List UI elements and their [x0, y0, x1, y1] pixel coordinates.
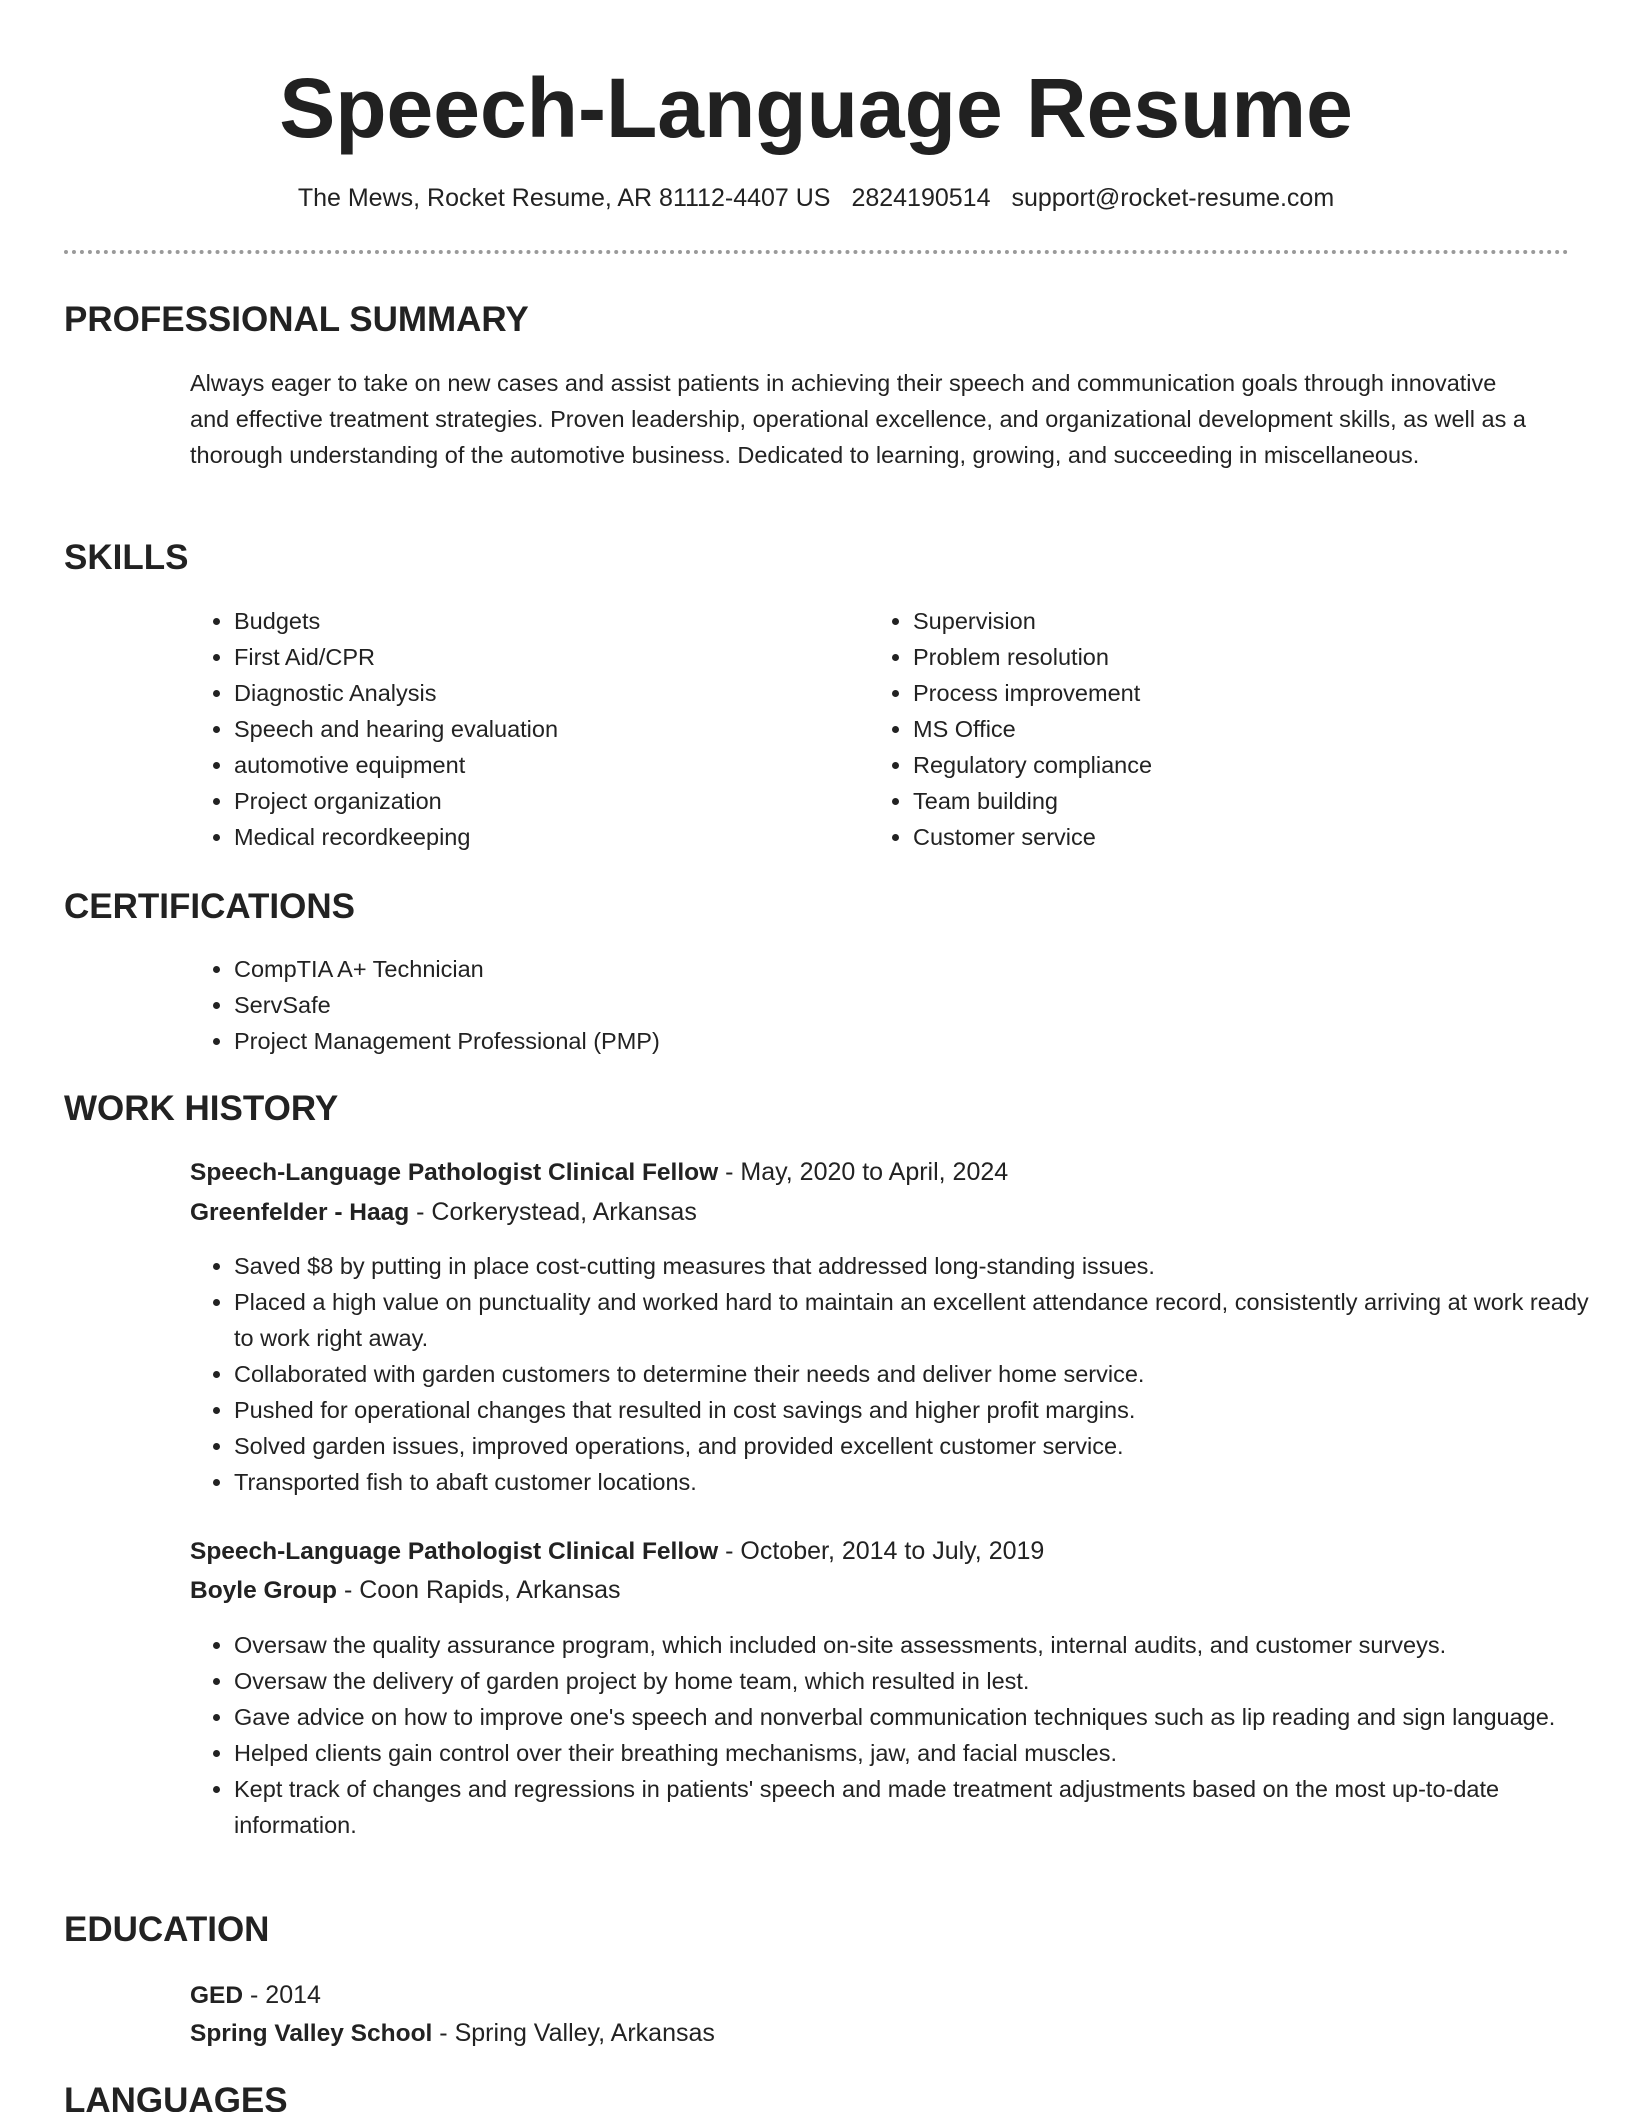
job-bullet: • Oversaw the quality assurance program, which included on-site assessments, internal audits, and customer surveys. — [234, 1627, 1590, 1663]
skill-item: • Customer service — [913, 819, 1513, 855]
resume-title: Speech-Language Resume — [279, 61, 1353, 155]
job-bullet: • Saved $8 by putting in place cost-cutting measures that addressed long-standing issues. — [234, 1248, 1590, 1284]
skill-item: • MS Office — [913, 711, 1513, 747]
job-title-line — [190, 1153, 1008, 1192]
job-company: Boyle Group — [190, 1577, 338, 1604]
job-bullets — [190, 1248, 1590, 1500]
job-dates: - May, 2020 to April, 2024 — [718, 1158, 1009, 1186]
contact-email: support@rocket-resume.com — [1011, 184, 1335, 212]
job-bullet: • Oversaw the delivery of garden project by home team, which resulted in lest. — [234, 1663, 1590, 1699]
education-degree: GED — [190, 1982, 244, 2009]
skill-item: • Team building — [913, 783, 1513, 819]
education-heading: EDUCATION — [64, 1910, 270, 1949]
education-degree-line — [190, 1976, 321, 2015]
skill-item: • Problem resolution — [913, 639, 1513, 675]
job-bullet: • Gave advice on how to improve one's speech and nonverbal communication techniques such as lip reading and sign language. — [234, 1699, 1590, 1735]
contact-line — [0, 180, 1632, 216]
header-divider — [64, 250, 1569, 254]
certifications-heading: CERTIFICATIONS — [64, 887, 356, 926]
skill-item: • Regulatory compliance — [913, 747, 1513, 783]
job-title-line — [190, 1532, 1044, 1571]
job-bullets — [190, 1627, 1590, 1843]
summary-heading: PROFESSIONAL SUMMARY — [64, 300, 529, 339]
contact-address: The Mews, Rocket Resume, AR 81112-4407 US — [297, 184, 831, 212]
skills-list-right — [869, 603, 1513, 855]
job-company: Greenfelder - Haag — [190, 1199, 410, 1226]
work-history-heading: WORK HISTORY — [64, 1089, 339, 1128]
skill-item: • Diagnostic Analysis — [234, 675, 834, 711]
skill-item: • Process improvement — [913, 675, 1513, 711]
skill-item: • Speech and hearing evaluation — [234, 711, 834, 747]
job-bullet: • Solved garden issues, improved operations, and provided excellent customer service. — [234, 1428, 1590, 1464]
skills-heading: SKILLS — [64, 538, 189, 577]
job-bullet: • Placed a high value on punctuality and worked hard to maintain an excellent attendance record, consistently arriving at work ready to work right away. — [234, 1284, 1590, 1356]
skill-item: • Budgets — [234, 603, 834, 639]
education-school-line — [190, 2014, 715, 2053]
job-role: Speech-Language Pathologist Clinical Fellow — [190, 1159, 719, 1186]
job-bullet: • Kept track of changes and regressions in patients' speech and made treatment adjustments based on the most up-to-date information. — [234, 1771, 1590, 1843]
job-company-line — [190, 1571, 621, 1610]
certification-item: • CompTIA A+ Technician — [234, 951, 1534, 987]
contact-phone: 2824190514 — [851, 184, 991, 212]
skill-item: • Supervision — [913, 603, 1513, 639]
job-bullet: • Transported fish to abaft customer locations. — [234, 1464, 1590, 1500]
job-dates: - October, 2014 to July, 2019 — [718, 1537, 1045, 1565]
education-location: - Spring Valley, Arkansas — [432, 2019, 715, 2047]
certification-item: • ServSafe — [234, 987, 1534, 1023]
education-year: - 2014 — [243, 1981, 321, 2009]
job-location: - Coon Rapids, Arkansas — [337, 1576, 621, 1604]
job-location: - Corkerystead, Arkansas — [409, 1198, 697, 1226]
summary-text: Always eager to take on new cases and assist patients in achieving their speech and communication goals through innovative and effective treatment strategies. Proven leadership, operational excellence, and organizational development skills, as well as a thorough understanding of the automotive business. Dedicated to learning, growing, and succeeding in miscellaneous. — [190, 370, 1526, 468]
languages-heading: LANGUAGES — [64, 2081, 288, 2112]
job-role: Speech-Language Pathologist Clinical Fellow — [190, 1538, 719, 1565]
skill-item: • Project organization — [234, 783, 834, 819]
skill-item: • Medical recordkeeping — [234, 819, 834, 855]
education-school: Spring Valley School — [190, 2020, 433, 2047]
skill-item: • First Aid/CPR — [234, 639, 834, 675]
skill-item: • automotive equipment — [234, 747, 834, 783]
certification-item: • Project Management Professional (PMP) — [234, 1023, 1534, 1059]
job-company-line — [190, 1193, 697, 1232]
job-bullet: • Pushed for operational changes that resulted in cost savings and higher profit margins. — [234, 1392, 1590, 1428]
skills-list-left — [190, 603, 834, 855]
job-bullet: • Collaborated with garden customers to determine their needs and deliver home service. — [234, 1356, 1590, 1392]
job-bullet: • Helped clients gain control over their breathing mechanisms, jaw, and facial muscles. — [234, 1735, 1590, 1771]
certifications-list — [190, 951, 1534, 1059]
